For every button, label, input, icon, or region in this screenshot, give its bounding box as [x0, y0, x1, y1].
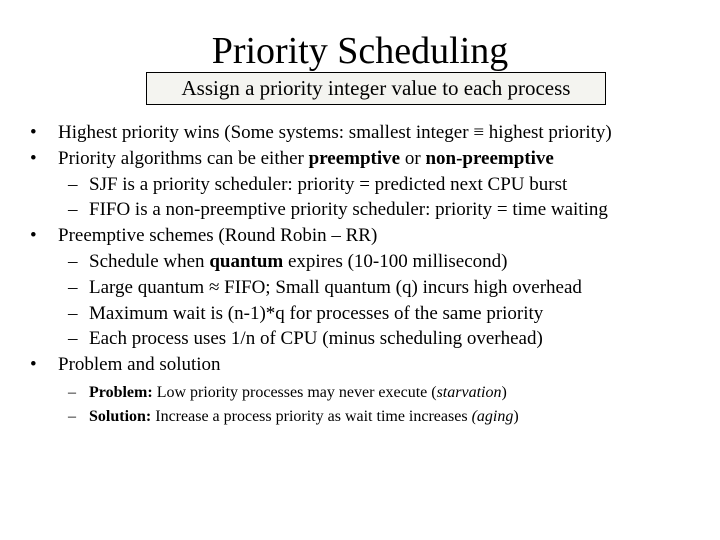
italic-term: starvation	[436, 383, 502, 401]
dash-marker: –	[68, 173, 78, 195]
item-text: SJF is a priority scheduler: priority = predicted next CPU burst	[89, 173, 568, 195]
item-text: Low priority processes may never execute (	[152, 383, 437, 401]
bullet-marker: •	[30, 354, 37, 376]
item-text: )	[501, 383, 507, 401]
dash-marker: –	[68, 383, 76, 401]
bold-label: Problem:	[89, 383, 153, 401]
sub-list-item	[0, 381, 720, 405]
dash-marker: –	[68, 302, 78, 324]
item-text: Large quantum ≈ FIFO; Small quantum (q) incurs high overhead	[89, 276, 582, 298]
item-text: Increase a process priority as wait time increases	[151, 407, 472, 425]
dash-marker: –	[68, 250, 78, 272]
item-text: Each process uses 1/n of CPU (minus scheduling overhead)	[89, 328, 543, 350]
item-text: Highest priority wins (Some systems: smallest integer ≡ highest priority)	[58, 122, 612, 143]
dash-marker: –	[68, 276, 78, 298]
sub-list-item	[0, 405, 720, 429]
item-text: or	[400, 147, 426, 169]
list-item	[0, 352, 720, 378]
list-item	[0, 223, 720, 249]
dash-marker: –	[68, 407, 76, 425]
item-text: Priority algorithms can be either	[58, 147, 309, 169]
item-text: FIFO is a non-preemptive priority scheduler: priority = time waiting	[89, 199, 608, 221]
item-text: Maximum wait is (n-1)*q for processes of the same priority	[89, 302, 544, 324]
subtitle-box: Assign a priority integer value to each process	[146, 72, 606, 105]
list-item	[0, 146, 720, 172]
bold-term: preemptive	[308, 147, 401, 169]
item-text: expires (10-100 millisecond)	[283, 250, 508, 272]
italic-term: (aging	[471, 407, 514, 425]
sub-list-item	[0, 249, 720, 275]
bold-label: Solution:	[89, 407, 152, 425]
item-text: )	[513, 407, 519, 425]
sub-list-item	[0, 197, 720, 223]
sub-list-item	[0, 172, 720, 198]
sub-list-item	[0, 275, 720, 301]
bold-term: non-preemptive	[425, 147, 554, 169]
item-text: Schedule when	[89, 250, 210, 272]
bullet-list	[0, 120, 720, 429]
list-item	[0, 120, 720, 146]
item-text: Preemptive schemes (Round Robin – RR)	[58, 225, 378, 247]
dash-marker: –	[68, 328, 78, 350]
bullet-marker: •	[30, 122, 37, 143]
bullet-marker: •	[30, 225, 37, 247]
bullet-marker: •	[30, 147, 37, 169]
item-text: Problem and solution	[58, 354, 221, 376]
sub-list-item	[0, 301, 720, 327]
slide-title: Priority Scheduling	[211, 30, 509, 72]
dash-marker: –	[68, 199, 78, 221]
sub-list-item	[0, 326, 720, 352]
bold-term: quantum	[209, 250, 284, 272]
